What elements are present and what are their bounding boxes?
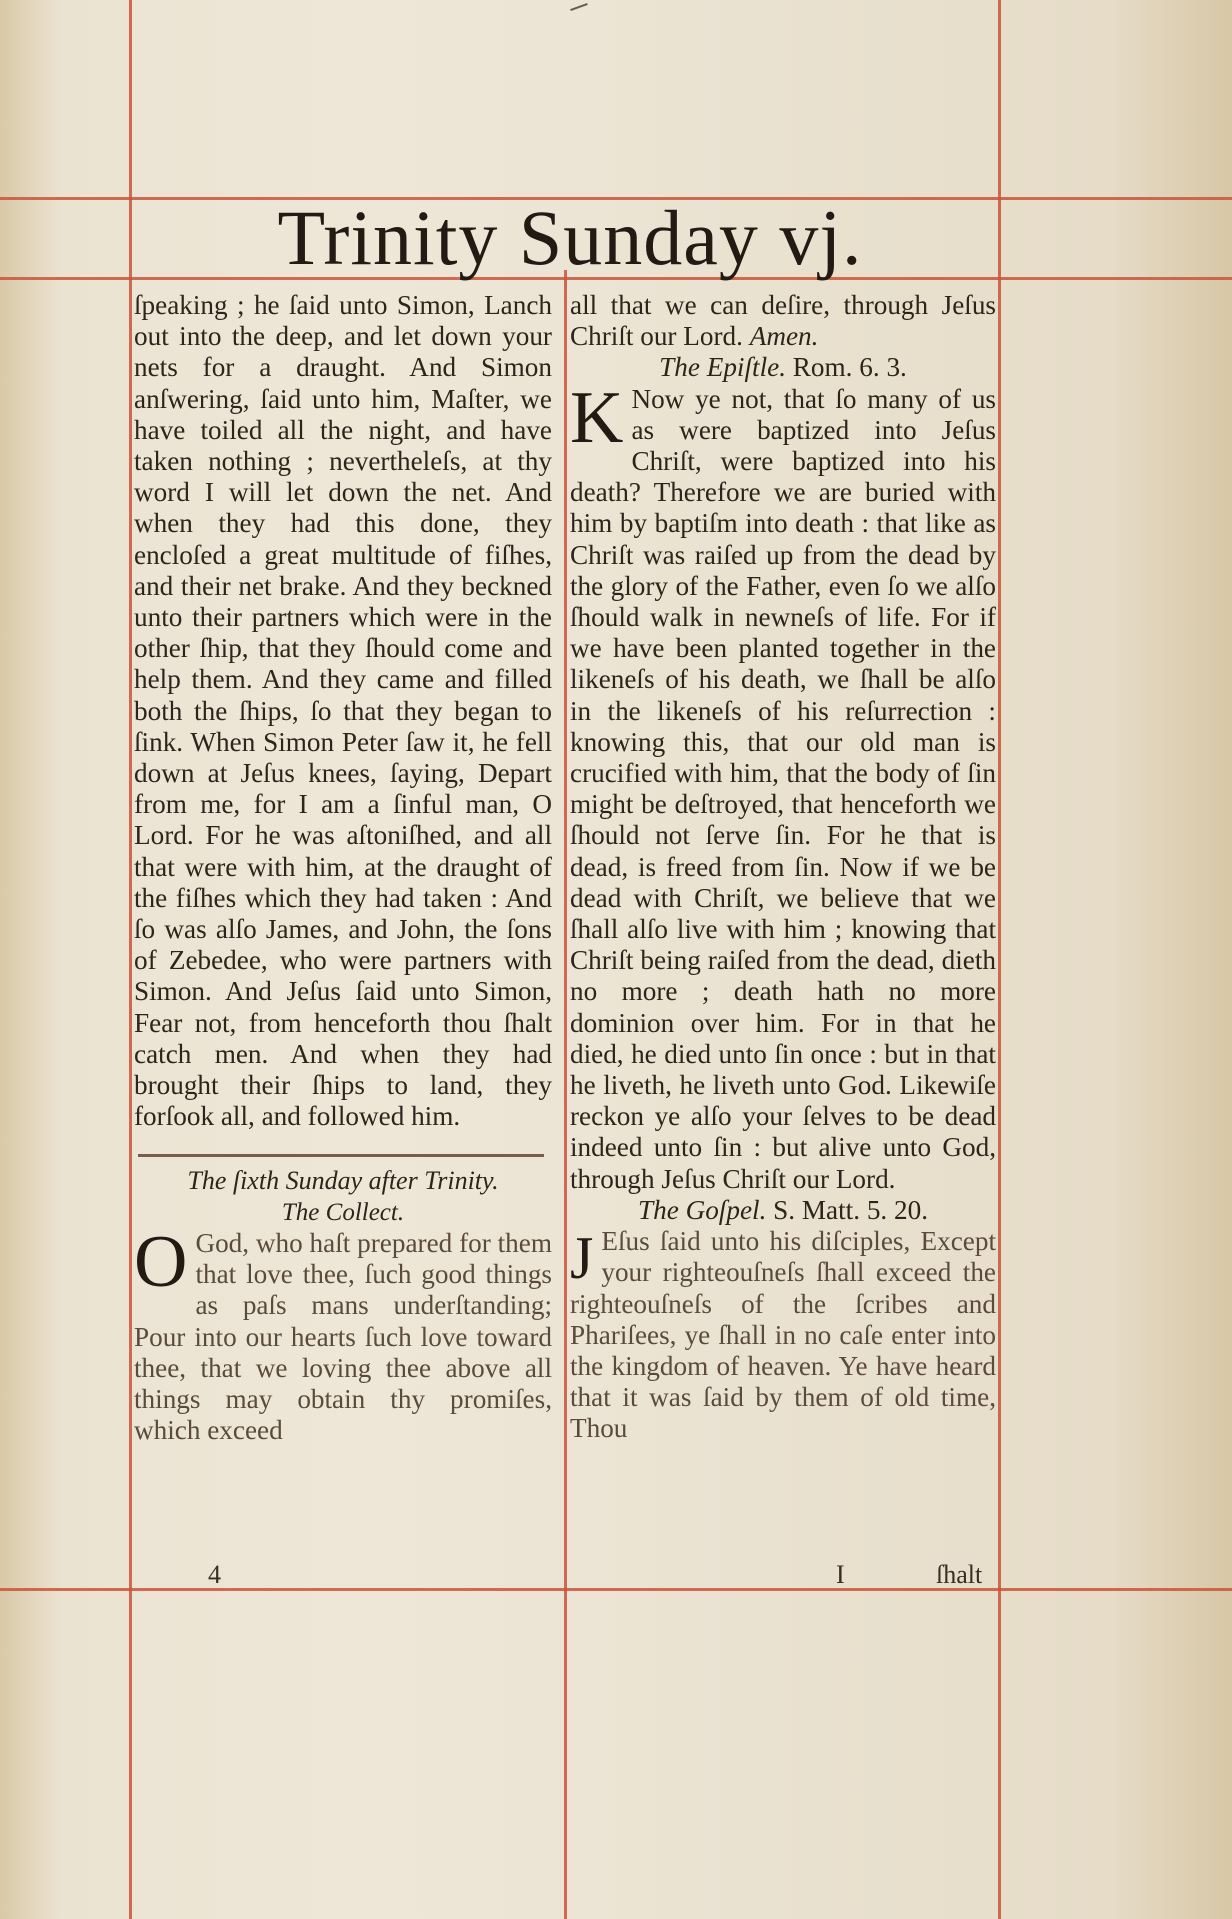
epistle-dropcap: K	[570, 376, 624, 459]
rule-line-bottom	[0, 1588, 1232, 1591]
gospel-paragraph	[570, 1226, 996, 1444]
ink-mark	[570, 3, 588, 11]
rule-line-center	[564, 270, 567, 1919]
section-heading: The ſixth Sunday after Trinity.	[187, 1166, 499, 1196]
signature-mark-left: 4	[208, 1560, 221, 1589]
amen-text: Amen.	[749, 321, 819, 352]
epistle-heading-line	[570, 352, 996, 383]
epistle-heading: The Epiſtle.	[659, 352, 786, 383]
collect-heading: The Collect.	[281, 1198, 405, 1226]
gospel-reference: S. Matt. 5. 20.	[773, 1194, 928, 1225]
gospel-dropcap: J	[570, 1225, 594, 1292]
right-column	[570, 290, 996, 1445]
collect-dropcap: O	[134, 1220, 188, 1303]
gospel-continuation-text: ſpeaking ; he ſaid unto Simon, Lanch out into the deep, and let down your nets for a draught. And Simon anſwering, ſaid unto him, Maſter, we have toiled all the night, and have taken nothing ; nevertheleſs, at thy word I will let down the net. And when they had this done, they encloſed a great multitude of fiſhes, and their net brake. And they beckned unto their partners which were in the other ſhip, that they ſhould come and help them. And they came and filled both the ſhips, ſo that they began to ſink. When Simon Peter ſaw it, he fell down at Jeſus knees, ſaying, Depart from me, for I am a ſinful man, O Lord. For he was aſtoniſhed, and all that were with him, at the draught of the fiſhes which they had taken : And ſo was alſo James, and John, the ſons of Zebedee, who were partners with Simon. And Jeſus ſaid unto Simon, Fear not, from henceforth thou ſhalt catch men. And when they had brought their ſhips to land, they forſook all, and followed him.	[134, 290, 552, 1132]
epistle-text: Now ye not, that ſo many of us as were baptized into Jeſus Chriſt, were baptized into his death? Therefore we are buried with him by baptiſm into death : that like as Chriſt was raiſed up from the dead by the glory of the Father, even ſo we alſo ſhould walk in newneſs of life. For if we have been planted together in the likeneſs of his death, we ſhall be alſo in the likeneſs of his reſurrection : knowing this, that our old man is crucified with him, that the body of ſin might be deſtroyed, that henceforth we ſhould not ſerve ſin. For he that is dead, is freed from ſin. Now if we be dead with Chriſt, we believe that we ſhall alſo live with him ; knowing that Chriſt being raiſed from the dead, dieth no more ; death hath no more dominion over him. For in that he died, he died unto ſin once : but in that he liveth, he liveth unto God. Likewiſe reckon ye alſo your ſelves to be dead indeed unto ſin : but alive unto God, through Jeſus Chriſt our Lord.	[570, 383, 996, 1194]
epistle-reference: Rom. 6. 3.	[792, 352, 907, 383]
catchword: ſhalt	[936, 1560, 983, 1589]
signature-mark-right: I	[836, 1560, 845, 1589]
gospel-text: Eſus ſaid unto his diſciples, Except your righteouſneſs ſhall exceed the righteouſneſs of the ſcribes and Phariſees, ye ſhall in no caſe enter into the kingdom of heaven. Ye have heard that it was ſaid by them of old time, Thou	[570, 1226, 996, 1444]
rule-line-left	[129, 0, 132, 1919]
page-title: Trinity Sunday vj.	[277, 194, 863, 281]
collect-continuation	[570, 290, 996, 352]
epistle-paragraph	[570, 376, 996, 1195]
collect-end-text: all that we can deſire, through Jeſus Chriſt our Lord.	[570, 290, 996, 352]
collect-paragraph	[134, 1220, 552, 1446]
gospel-heading: The Goſpel.	[638, 1194, 767, 1225]
collect-text: God, who haſt prepared for them that love thee, ſuch good things as paſs mans underſtanding; Pour into our hearts ſuch love toward thee, that we loving thee above all things may obtain thy promiſes, which exceed	[134, 1227, 552, 1446]
section-divider	[138, 1154, 544, 1157]
rule-line-right	[998, 0, 1001, 1919]
left-column	[134, 290, 552, 1446]
gospel-heading-line	[570, 1195, 996, 1226]
